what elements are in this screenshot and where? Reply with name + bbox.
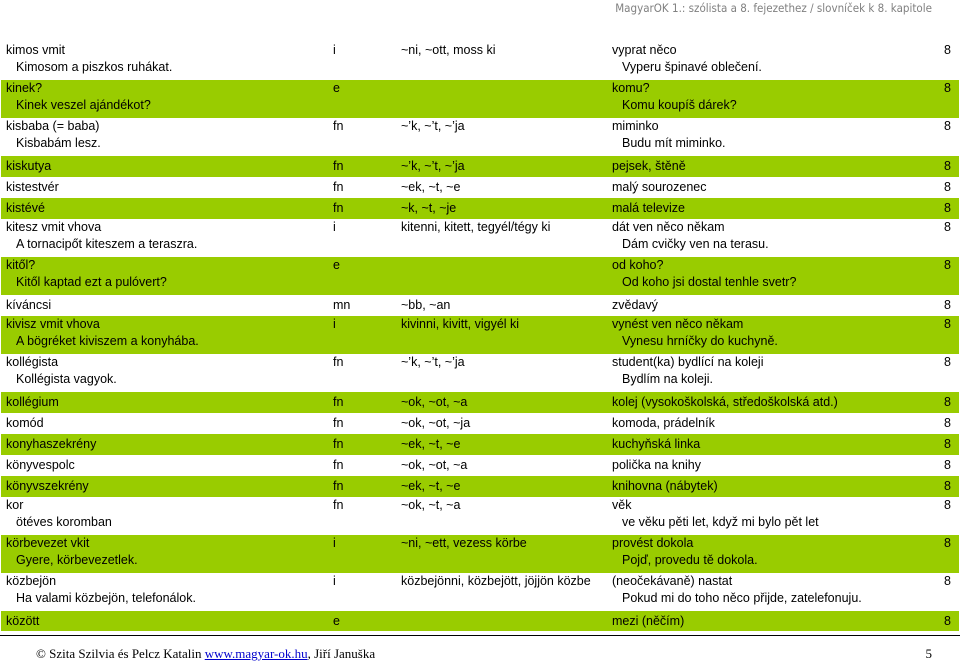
chapter-cell: 8 — [919, 476, 959, 497]
pos-cell: fn — [328, 198, 396, 219]
czech-cell — [607, 354, 919, 392]
czech-word: vynést ven něco někam — [612, 317, 744, 331]
pos-cell: fn — [328, 177, 396, 198]
chapter-cell: 8 — [919, 573, 959, 611]
vocabulary-table — [1, 42, 959, 631]
hungarian-word: konyhaszekrény — [1, 434, 328, 455]
hungarian-word: kisbaba (= baba) — [6, 119, 100, 133]
table-row — [1, 413, 959, 434]
hungarian-word: kitesz vmit vhova — [6, 220, 102, 234]
table-row — [1, 118, 959, 156]
forms-cell: ~ok, ~t, ~a — [396, 497, 607, 535]
hungarian-example: A bögréket kiviszem a konyhába. — [16, 334, 199, 348]
hungarian-cell — [1, 535, 328, 573]
table-row — [1, 611, 959, 631]
table-row — [1, 257, 959, 295]
czech-word: (neočekávaně) nastat — [612, 574, 733, 588]
forms-cell: ~ek, ~t, ~e — [396, 476, 607, 497]
table-row — [1, 295, 959, 316]
forms-cell: kitenni, kitett, tegyél/tégy ki — [396, 219, 607, 257]
chapter-cell: 8 — [919, 611, 959, 631]
chapter-cell: 8 — [919, 177, 959, 198]
czech-cell — [607, 118, 919, 156]
hungarian-cell — [1, 573, 328, 611]
chapter-cell: 8 — [919, 455, 959, 476]
footer-translator: Jiří Januška — [314, 646, 376, 661]
chapter-cell: 8 — [919, 354, 959, 392]
czech-cell — [607, 257, 919, 295]
chapter-cell: 8 — [919, 413, 959, 434]
pos-cell: mn — [328, 295, 396, 316]
pos-cell: e — [328, 611, 396, 631]
czech-example: Bydlím na koleji. — [622, 372, 714, 386]
chapter-cell: 8 — [919, 156, 959, 177]
czech-example: Budu mít miminko. — [622, 136, 726, 150]
czech-word: miminko — [612, 119, 659, 133]
pos-cell: i — [328, 535, 396, 573]
hungarian-word: könyvszekrény — [1, 476, 328, 497]
table-row — [1, 42, 959, 80]
czech-word: provést dokola — [612, 536, 694, 550]
chapter-cell: 8 — [919, 434, 959, 455]
hungarian-word: kollégista — [6, 355, 59, 369]
forms-cell: ~’k, ~’t, ~’ja — [396, 118, 607, 156]
chapter-cell: 8 — [919, 316, 959, 354]
hungarian-word: komód — [1, 413, 328, 434]
page-header: MagyarOK 1.: szólista a 8. fejezethez / slovníček k 8. kapitole — [615, 1, 932, 15]
czech-cell — [607, 42, 919, 80]
table-row — [1, 219, 959, 257]
czech-word: komu? — [612, 81, 650, 95]
table-row — [1, 535, 959, 573]
forms-cell: közbejönni, közbejött, jöjjön közbe — [396, 573, 607, 611]
copyright-icon: © — [36, 646, 46, 661]
czech-word: student(ka) bydlící na koleji — [612, 355, 764, 369]
czech-word: kolej (vysokoškolská, středoškolská atd.) — [607, 392, 919, 413]
pos-cell: fn — [328, 354, 396, 392]
table-row — [1, 177, 959, 198]
chapter-cell: 8 — [919, 295, 959, 316]
czech-cell — [607, 80, 919, 118]
forms-cell: ~ni, ~ott, moss ki — [396, 42, 607, 80]
chapter-cell: 8 — [919, 80, 959, 118]
table-row — [1, 455, 959, 476]
czech-cell — [607, 316, 919, 354]
czech-example: Komu koupíš dárek? — [622, 98, 737, 112]
pos-cell: fn — [328, 476, 396, 497]
forms-cell: ~bb, ~an — [396, 295, 607, 316]
czech-cell — [607, 535, 919, 573]
footer-authors: Szita Szilvia és Pelcz Katalin — [49, 646, 202, 661]
hungarian-word: közbejön — [6, 574, 57, 588]
pos-cell: fn — [328, 118, 396, 156]
hungarian-word: között — [1, 611, 328, 631]
chapter-cell: 8 — [919, 219, 959, 257]
chapter-cell: 8 — [919, 257, 959, 295]
table-row — [1, 80, 959, 118]
czech-example: Vynesu hrníčky do kuchyně. — [622, 334, 778, 348]
hungarian-word: kitől? — [6, 258, 36, 272]
pos-cell: fn — [328, 497, 396, 535]
hungarian-cell — [1, 219, 328, 257]
czech-cell — [607, 219, 919, 257]
hungarian-example: A tornacipőt kiteszem a teraszra. — [16, 237, 198, 251]
hungarian-word: kinek? — [6, 81, 43, 95]
table-row — [1, 198, 959, 219]
hungarian-cell — [1, 354, 328, 392]
czech-word: věk — [612, 498, 632, 512]
czech-word: malá televize — [607, 198, 919, 219]
hungarian-cell — [1, 80, 328, 118]
hungarian-word: kollégium — [1, 392, 328, 413]
website-link[interactable]: www.magyar-ok.hu — [204, 646, 308, 661]
chapter-cell: 8 — [919, 392, 959, 413]
forms-cell: ~ok, ~ot, ~a — [396, 455, 607, 476]
czech-example: Pojď, provedu tě dokola. — [622, 553, 758, 567]
forms-cell — [396, 257, 607, 295]
hungarian-example: Kisbabám lesz. — [16, 136, 101, 150]
pos-cell: e — [328, 257, 396, 295]
czech-word: malý sourozenec — [607, 177, 919, 198]
chapter-cell: 8 — [919, 42, 959, 80]
czech-word: od koho? — [612, 258, 664, 272]
pos-cell: i — [328, 42, 396, 80]
hungarian-cell — [1, 497, 328, 535]
hungarian-word: kiskutya — [1, 156, 328, 177]
chapter-cell: 8 — [919, 535, 959, 573]
pos-cell: fn — [328, 434, 396, 455]
table-row — [1, 497, 959, 535]
forms-cell: ~’k, ~’t, ~’ja — [396, 354, 607, 392]
hungarian-word: körbevezet vkit — [6, 536, 90, 550]
footer-divider — [0, 635, 960, 636]
forms-cell: ~k, ~t, ~je — [396, 198, 607, 219]
footer — [36, 646, 375, 662]
hungarian-cell — [1, 118, 328, 156]
czech-word: pejsek, štěně — [607, 156, 919, 177]
czech-word: zvědavý — [607, 295, 919, 316]
pos-cell: i — [328, 573, 396, 611]
czech-example: Vyperu špinavé oblečení. — [622, 60, 762, 74]
footer-separator: , — [307, 646, 311, 661]
pos-cell: fn — [328, 455, 396, 476]
table-row — [1, 392, 959, 413]
pos-cell: i — [328, 219, 396, 257]
pos-cell: fn — [328, 413, 396, 434]
chapter-cell: 8 — [919, 198, 959, 219]
forms-cell: ~ek, ~t, ~e — [396, 177, 607, 198]
hungarian-cell — [1, 316, 328, 354]
hungarian-example: Kimosom a piszkos ruhákat. — [16, 60, 173, 74]
forms-cell: ~’k, ~’t, ~’ja — [396, 156, 607, 177]
czech-example: ve věku pěti let, když mi bylo pět let — [622, 515, 819, 529]
hungarian-example: Ha valami közbejön, telefonálok. — [16, 591, 196, 605]
czech-word: vyprat něco — [612, 43, 677, 57]
czech-word: kuchyňská linka — [607, 434, 919, 455]
pos-cell: i — [328, 316, 396, 354]
czech-example: Od koho jsi dostal tenhle svetr? — [622, 275, 797, 289]
pos-cell: e — [328, 80, 396, 118]
hungarian-example: Kinek veszel ajándékot? — [16, 98, 151, 112]
hungarian-word: könyvespolc — [1, 455, 328, 476]
forms-cell — [396, 80, 607, 118]
czech-cell — [607, 573, 919, 611]
czech-word: mezi (něčím) — [607, 611, 919, 631]
hungarian-cell — [1, 257, 328, 295]
hungarian-word: kíváncsi — [1, 295, 328, 316]
table-row — [1, 354, 959, 392]
forms-cell: ~ek, ~t, ~e — [396, 434, 607, 455]
forms-cell: ~ni, ~ett, vezess körbe — [396, 535, 607, 573]
forms-cell: kivinni, kivitt, vigyél ki — [396, 316, 607, 354]
chapter-cell: 8 — [919, 497, 959, 535]
czech-word: dát ven něco někam — [612, 220, 725, 234]
czech-example: Pokud mi do toho něco přijde, zatelefonuju. — [622, 591, 862, 605]
hungarian-example: Kitől kaptad ezt a pulóvert? — [16, 275, 167, 289]
forms-cell — [396, 611, 607, 631]
czech-example: Dám cvičky ven na terasu. — [622, 237, 769, 251]
forms-cell: ~ok, ~ot, ~a — [396, 392, 607, 413]
czech-word: komoda, prádelník — [607, 413, 919, 434]
table-row — [1, 573, 959, 611]
hungarian-cell — [1, 42, 328, 80]
czech-cell — [607, 497, 919, 535]
czech-word: polička na knihy — [607, 455, 919, 476]
chapter-cell: 8 — [919, 118, 959, 156]
page-number: 5 — [925, 646, 932, 661]
czech-word: knihovna (nábytek) — [607, 476, 919, 497]
pos-cell: fn — [328, 156, 396, 177]
hungarian-word: kimos vmit — [6, 43, 66, 57]
pos-cell: fn — [328, 392, 396, 413]
hungarian-word: kistévé — [1, 198, 328, 219]
table-row — [1, 476, 959, 497]
table-row — [1, 434, 959, 455]
hungarian-word: kivisz vmit vhova — [6, 317, 100, 331]
table-row — [1, 316, 959, 354]
hungarian-example: Gyere, körbevezetlek. — [16, 553, 138, 567]
hungarian-example: ötéves koromban — [16, 515, 112, 529]
hungarian-word: kistestvér — [1, 177, 328, 198]
hungarian-example: Kollégista vagyok. — [16, 372, 117, 386]
hungarian-word: kor — [6, 498, 24, 512]
table-row — [1, 156, 959, 177]
forms-cell: ~ok, ~ot, ~ja — [396, 413, 607, 434]
